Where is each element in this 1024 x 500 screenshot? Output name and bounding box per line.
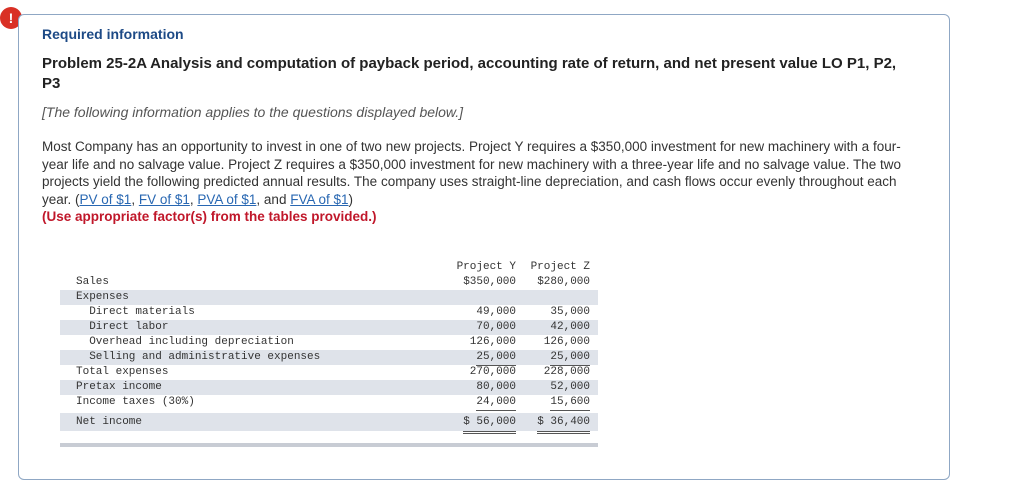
table-row bbox=[60, 395, 598, 410]
project-y-value: $350,000 bbox=[463, 276, 516, 288]
row-label: Sales bbox=[76, 276, 110, 288]
row-label: Direct labor bbox=[76, 321, 169, 333]
project-y-value: 270,000 bbox=[470, 365, 516, 381]
project-z-value: 228,000 bbox=[544, 365, 590, 381]
required-info-heading: Required information bbox=[42, 26, 184, 42]
project-y-value: 24,000 bbox=[476, 395, 516, 411]
row-label: Income taxes (30%) bbox=[76, 396, 195, 408]
row-label: Total expenses bbox=[76, 366, 169, 378]
table-row bbox=[60, 365, 598, 380]
table-row bbox=[60, 335, 598, 350]
table-row bbox=[60, 413, 598, 431]
project-y-value: $ 56,000 bbox=[463, 413, 516, 434]
table-row bbox=[60, 290, 598, 305]
table-bottom-rule bbox=[60, 443, 598, 447]
separator: , and bbox=[256, 191, 291, 207]
project-y-value: 25,000 bbox=[476, 350, 516, 366]
project-z-value: 52,000 bbox=[550, 381, 590, 393]
problem-title: Problem 25-2A Analysis and computation of payback period, accounting rate of return, and net present value LO P1, P2, P3 bbox=[42, 55, 897, 92]
row-label: Direct materials bbox=[76, 306, 195, 318]
problem-paragraph bbox=[42, 138, 904, 226]
table-row bbox=[60, 320, 598, 335]
project-z-value: 42,000 bbox=[550, 321, 590, 333]
paragraph-text: Most Company has an opportunity to invest in one of two new projects. Project Y requires a $350,000 investment for new machinery with a four-year life and no salvage value. Project Z requires a $350,000 investment for new machinery with a three-year life and no salvage value. The two projects yield the following predicted annual results. The company uses straight-line depreciation, and cash flows occur evenly throughout each year. ( bbox=[42, 139, 901, 207]
project-y-value: 126,000 bbox=[469, 336, 516, 348]
row-label: Net income bbox=[76, 416, 143, 428]
row-label: Pretax income bbox=[76, 381, 162, 393]
project-z-value: 15,600 bbox=[550, 395, 590, 411]
project-z-value: 126,000 bbox=[543, 336, 590, 348]
project-z-value: $280,000 bbox=[537, 276, 590, 288]
alert-icon: ! bbox=[0, 7, 22, 29]
pv-of-1-link[interactable]: PV of $1 bbox=[79, 191, 132, 207]
table-row bbox=[60, 305, 598, 320]
project-z-value: 35,000 bbox=[550, 306, 590, 318]
pva-of-1-link[interactable]: PVA of $1 bbox=[197, 191, 257, 207]
row-label: Selling and administrative expenses bbox=[76, 351, 321, 363]
factor-instruction: (Use appropriate factor(s) from the tables provided.) bbox=[42, 209, 377, 225]
project-z-header: Project Z bbox=[530, 261, 590, 273]
project-z-value: $ 36,400 bbox=[537, 413, 590, 434]
project-y-value: 80,000 bbox=[476, 381, 516, 393]
close-paren: ) bbox=[348, 191, 353, 207]
project-z-value: 25,000 bbox=[550, 350, 590, 366]
project-y-value: 70,000 bbox=[476, 321, 516, 333]
fva-of-1-link[interactable]: FVA of $1 bbox=[290, 191, 349, 207]
project-y-value: 49,000 bbox=[476, 306, 516, 318]
separator: , bbox=[131, 191, 139, 207]
separator: , bbox=[189, 191, 198, 207]
applies-note: [The following information applies to the questions displayed below.] bbox=[42, 104, 464, 120]
fv-of-1-link[interactable]: FV of $1 bbox=[138, 191, 190, 207]
table-row bbox=[60, 380, 598, 395]
table-header-row bbox=[60, 260, 598, 275]
table-row bbox=[60, 350, 598, 365]
project-y-header: Project Y bbox=[456, 261, 516, 273]
table-row bbox=[60, 275, 598, 290]
row-label: Overhead including depreciation bbox=[76, 336, 294, 348]
row-label: Expenses bbox=[76, 291, 129, 303]
